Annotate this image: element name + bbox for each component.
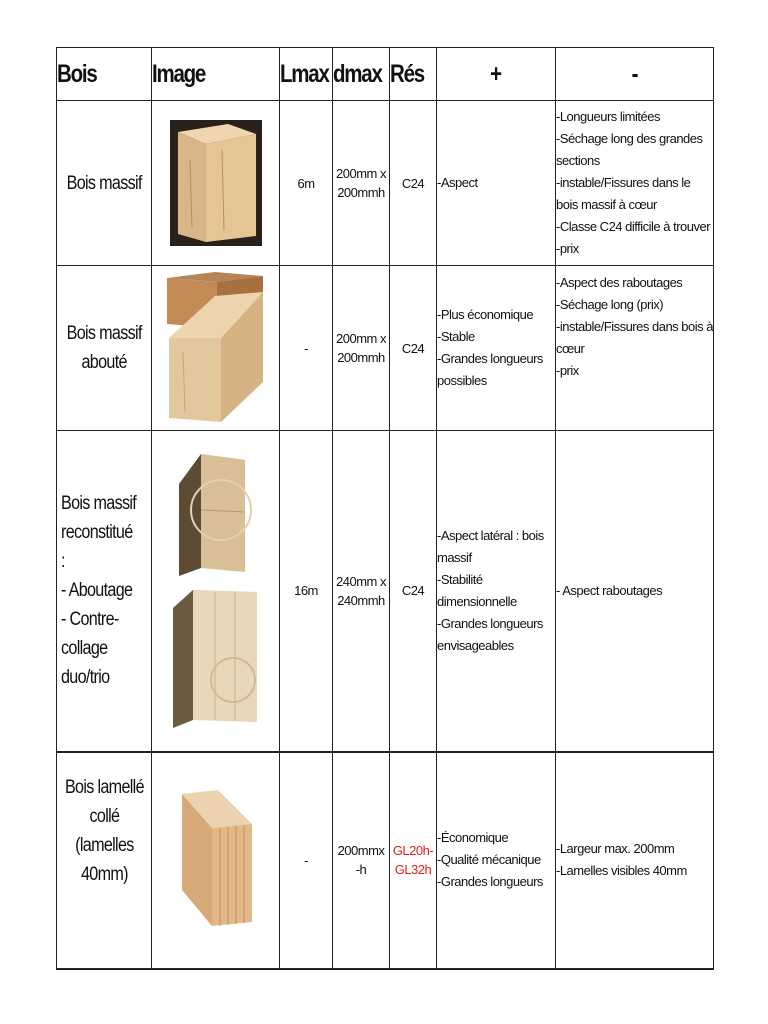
row-dmax: 200mm x 200mmh <box>333 101 390 266</box>
row-lmax: - <box>280 266 333 431</box>
table-row <box>57 752 714 969</box>
table-row <box>57 101 714 266</box>
row-name: Bois massif reconstitué : - Aboutage - Contre- collage duo/trio <box>57 431 152 752</box>
row-name: Bois massif abouté <box>57 266 152 431</box>
row-dmax: 240mm x 240mmh <box>333 431 390 752</box>
row-plus: -Économique -Qualité mécanique -Grandes longueurs <box>437 752 556 969</box>
reconstituted-wood-image <box>152 431 280 752</box>
comparison-table <box>56 47 714 970</box>
header-row <box>57 48 714 101</box>
header-lmax: Lmax <box>280 48 333 101</box>
header-image: Image <box>152 48 280 101</box>
row-plus: -Aspect <box>437 101 556 266</box>
header-plus: + <box>437 48 556 101</box>
row-name: Bois lamellé collé (lamelles 40mm) <box>57 752 152 969</box>
row-lmax: 16m <box>280 431 333 752</box>
header-bois: Bois <box>57 48 152 101</box>
table-row <box>57 266 714 431</box>
row-minus: -Longueurs limitées -Séchage long des grandes sections -instable/Fissures dans le bois massif à cœur -Classe C24 difficile à trouver -prix <box>556 101 714 266</box>
row-plus: -Aspect latéral : bois massif -Stabilité dimensionnelle -Grandes longueurs envisageables <box>437 431 556 752</box>
row-plus: -Plus économique -Stable -Grandes longueurs possibles <box>437 266 556 431</box>
row-minus: - Aspect raboutages <box>556 431 714 752</box>
finger-jointed-wood-image <box>152 266 280 431</box>
row-res: GL20h- GL32h <box>390 752 437 969</box>
row-name: Bois massif <box>57 101 152 266</box>
row-minus: -Largeur max. 200mm -Lamelles visibles 40mm <box>556 752 714 969</box>
row-dmax: 200mmx -h <box>333 752 390 969</box>
row-res: C24 <box>390 266 437 431</box>
row-minus: -Aspect des raboutages -Séchage long (prix) -instable/Fissures dans bois à cœur -prix <box>556 266 714 431</box>
row-res: C24 <box>390 101 437 266</box>
header-minus: - <box>556 48 714 101</box>
header-res: Rés <box>390 48 437 101</box>
row-dmax: 200mm x 200mmh <box>333 266 390 431</box>
solid-wood-image <box>152 101 280 266</box>
table-row <box>57 431 714 752</box>
row-lmax: 6m <box>280 101 333 266</box>
row-lmax: - <box>280 752 333 969</box>
glulam-wood-image <box>152 752 280 969</box>
header-dmax: dmax <box>333 48 390 101</box>
row-res: C24 <box>390 431 437 752</box>
